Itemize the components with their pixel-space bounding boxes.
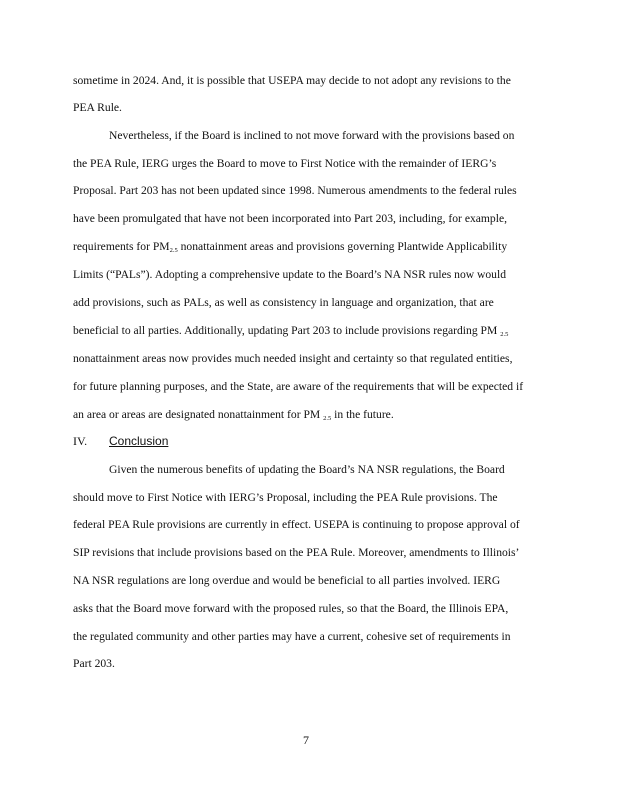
paragraph-3-line-6: asks that the Board move forward with the proposed rules, so that the Board, the Illinois EPA,: [73, 602, 509, 615]
paragraph-3-line-8: Part 203.: [73, 657, 115, 670]
paragraph-3-line-5: NA NSR regulations are long overdue and would be beneficial to all parties involved. IERG: [73, 574, 501, 587]
paragraph-3-line-7: the regulated community and other parties may have a current, cohesive set of requirements in: [73, 630, 511, 643]
paragraph-2-line-11: [73, 408, 394, 426]
paragraph-3-line-1: Given the numerous benefits of updating the Board’s NA NSR regulations, the Board: [109, 463, 505, 476]
paragraph-2-line-8: [73, 324, 508, 342]
paragraph-3-line-4: SIP revisions that include provisions based on the PEA Rule. Moreover, amendments to Illinois’: [73, 546, 520, 559]
pm-text: an area or areas are designated nonattainment for PM: [73, 408, 324, 421]
paragraph-1-line-1: sometime in 2024. And, it is possible that USEPA may decide to not adopt any revisions to the: [73, 74, 511, 87]
paragraph-2-line-10: for future planning purposes, and the State, are aware of the requirements that will be expected if: [73, 380, 524, 393]
section-number: IV.: [73, 434, 88, 448]
line-continuation: in the future.: [331, 408, 394, 421]
pm-text: beneficial to all parties. Additionally, updating Part 203 to include provisions regarding PM: [73, 324, 501, 337]
paragraph-2-line-2: the PEA Rule, IERG urges the Board to move to First Notice with the remainder of IERG’s: [73, 157, 497, 170]
page-number: 7: [303, 733, 309, 747]
pm-subscript: 2.5: [169, 247, 178, 254]
pm-subscript: 2.5: [500, 331, 509, 338]
paragraph-2-line-5: [73, 240, 507, 258]
pm-subscript: 2.5: [323, 415, 332, 422]
paragraph-2-line-4: have been promulgated that have not been incorporated into Part 203, including, for example,: [73, 212, 507, 225]
paragraph-2-line-9: nonattainment areas now provides much needed insight and certainty so that regulated entities,: [73, 352, 513, 365]
pm-text: requirements for PM: [73, 240, 170, 253]
paragraph-2-line-7: add provisions, such as PALs, as well as consistency in language and organization, that are: [73, 296, 494, 309]
paragraph-3-line-3: federal PEA Rule provisions are currently in effect. USEPA is continuing to propose approval of: [73, 518, 520, 531]
paragraph-3-line-2: should move to First Notice with IERG’s Proposal, including the PEA Rule provisions. The: [73, 491, 498, 504]
paragraph-1-line-2: PEA Rule.: [73, 101, 122, 114]
paragraph-2-line-6: Limits (“PALs”). Adopting a comprehensive update to the Board’s NA NSR rules now would: [73, 268, 506, 281]
line-continuation: nonattainment areas and provisions governing Plantwide Applicability: [177, 240, 508, 253]
section-title: Conclusion: [109, 434, 169, 448]
paragraph-2-line-3: Proposal. Part 203 has not been updated since 1998. Numerous amendments to the federal rules: [73, 184, 517, 197]
paragraph-2-line-1: Nevertheless, if the Board is inclined to not move forward with the provisions based on: [109, 129, 515, 142]
